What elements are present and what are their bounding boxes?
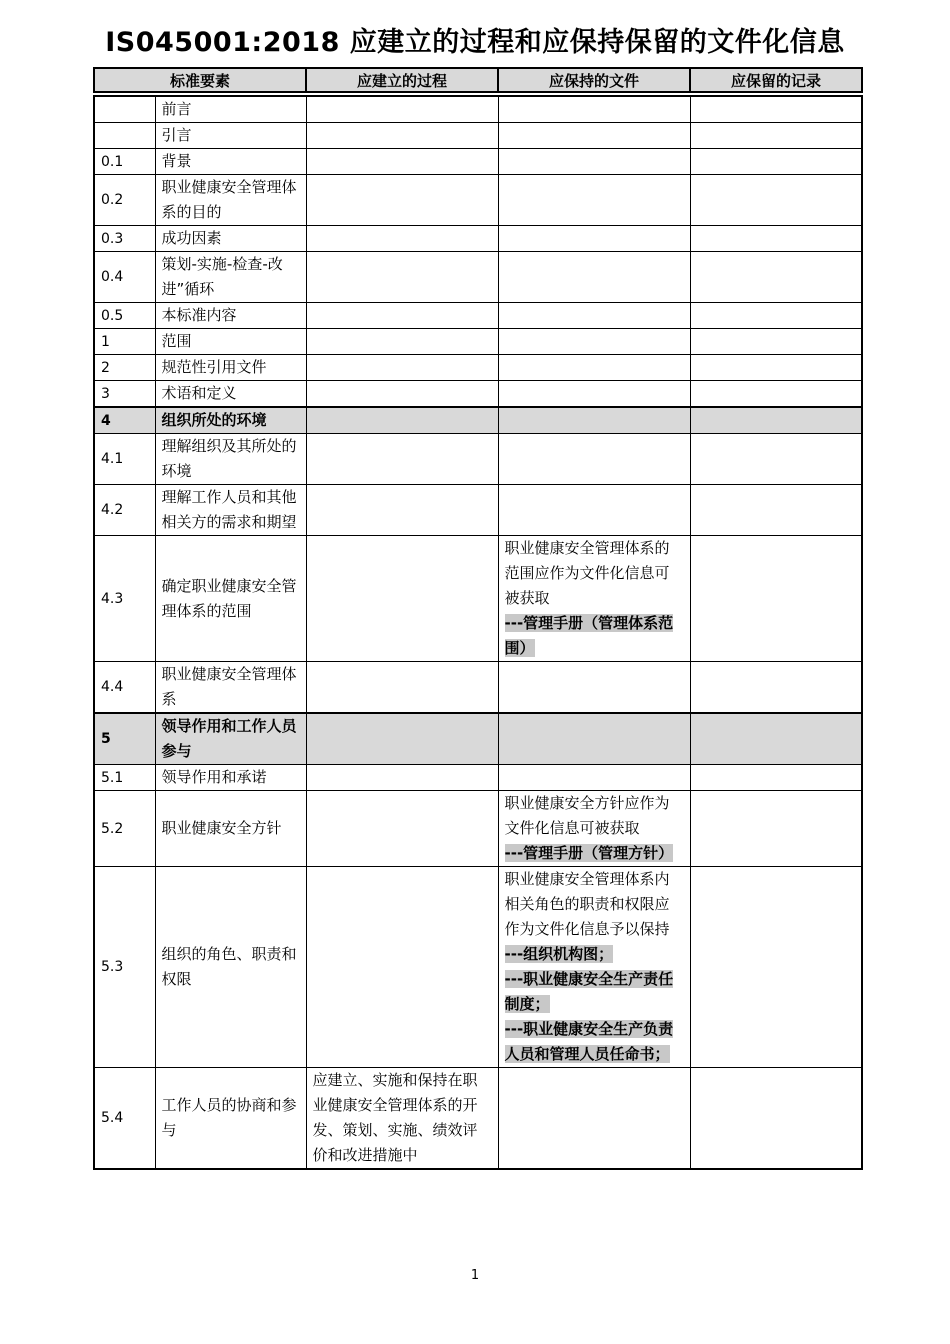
- table-row: [94, 226, 862, 252]
- clause-number: [94, 96, 155, 123]
- table-row: [94, 96, 862, 123]
- document-cell: [498, 96, 690, 123]
- clause-title: 理解工作人员和其他相关方的需求和期望: [155, 485, 306, 536]
- clause-title: 引言: [155, 123, 306, 149]
- clause-number: 4.3: [94, 536, 155, 662]
- document-cell: [498, 662, 690, 714]
- process-cell: [306, 434, 498, 485]
- page-number: 1: [470, 1268, 480, 1283]
- table-row: [94, 329, 862, 355]
- record-cell: [690, 407, 862, 434]
- process-cell: [306, 765, 498, 791]
- record-cell: [690, 252, 862, 303]
- document-cell: [498, 713, 690, 765]
- process-cell: [306, 536, 498, 662]
- record-cell: [690, 355, 862, 381]
- record-cell: [690, 765, 862, 791]
- record-cell: [690, 791, 862, 867]
- table-row: [94, 765, 862, 791]
- clause-number: 5: [94, 713, 155, 765]
- record-cell: [690, 536, 862, 662]
- clause-number: 4.1: [94, 434, 155, 485]
- document-item: ---管理手册（管理体系范围）: [504, 614, 674, 657]
- document-cell: [498, 381, 690, 408]
- process-cell: [306, 329, 498, 355]
- table-row: [94, 867, 862, 1068]
- record-cell: [690, 175, 862, 226]
- process-cell: [306, 662, 498, 714]
- document-cell: [498, 355, 690, 381]
- document-description: 职业健康安全方针应作为文件化信息可被获取: [504, 794, 670, 837]
- process-cell: [306, 407, 498, 434]
- clause-title: 本标准内容: [155, 303, 306, 329]
- process-cell: [306, 485, 498, 536]
- document-cell: [498, 485, 690, 536]
- clause-title: 组织的角色、职责和权限: [155, 867, 306, 1068]
- process-cell: [306, 303, 498, 329]
- document-cell: [498, 175, 690, 226]
- document-cell: [498, 329, 690, 355]
- column-header-process: 应建立的过程: [306, 68, 498, 92]
- clause-title: 策划-实施-检查-改进”循环: [155, 252, 306, 303]
- process-cell: [306, 96, 498, 123]
- clause-number: [94, 123, 155, 149]
- document-item: ---职业健康安全生产责任制度；: [504, 970, 674, 1013]
- record-cell: [690, 662, 862, 714]
- record-cell: [690, 434, 862, 485]
- column-header-documents-maintained: 应保持的文件: [498, 68, 690, 92]
- clause-title: 领导作用和承诺: [155, 765, 306, 791]
- clause-number: 5.2: [94, 791, 155, 867]
- column-header-standard-element: 标准要素: [94, 68, 306, 92]
- record-cell: [690, 381, 862, 408]
- clause-number: 1: [94, 329, 155, 355]
- process-cell: [306, 381, 498, 408]
- clause-number: 0.3: [94, 226, 155, 252]
- record-cell: [690, 303, 862, 329]
- document-cell: [498, 303, 690, 329]
- clause-number: 4.4: [94, 662, 155, 714]
- document-cell: [498, 791, 690, 867]
- record-cell: [690, 1068, 862, 1170]
- document-item: ---管理手册（管理方针）: [504, 844, 674, 862]
- document-cell: [498, 149, 690, 175]
- document-cell: [498, 252, 690, 303]
- table-row: [94, 536, 862, 662]
- clause-title: 职业健康安全管理体系的目的: [155, 175, 306, 226]
- clause-number: 5.4: [94, 1068, 155, 1170]
- document-cell: [498, 123, 690, 149]
- process-cell: [306, 791, 498, 867]
- document-cell: [498, 226, 690, 252]
- document-cell: [498, 867, 690, 1068]
- clause-title: 理解组织及其所处的环境: [155, 434, 306, 485]
- table-row: [94, 662, 862, 714]
- clause-number: 0.5: [94, 303, 155, 329]
- clause-number: 0.1: [94, 149, 155, 175]
- record-cell: [690, 867, 862, 1068]
- clause-title: 术语和定义: [155, 381, 306, 408]
- table-row: [94, 1068, 862, 1170]
- process-cell: [306, 355, 498, 381]
- clause-title: 成功因素: [155, 226, 306, 252]
- clause-number: 4: [94, 407, 155, 434]
- record-cell: [690, 96, 862, 123]
- column-header-records-retained: 应保留的记录: [690, 68, 862, 92]
- record-cell: [690, 713, 862, 765]
- clause-title: 前言: [155, 96, 306, 123]
- table-row: [94, 123, 862, 149]
- clause-number: 3: [94, 381, 155, 408]
- process-cell: [306, 226, 498, 252]
- document-cell: [498, 434, 690, 485]
- table-row: [94, 355, 862, 381]
- document-item: ---组织机构图；: [504, 945, 614, 963]
- document-cell: [498, 407, 690, 434]
- clause-number: 0.2: [94, 175, 155, 226]
- process-cell: 应建立、实施和保持在职业健康安全管理体系的开发、策划、实施、绩效评价和改进措施中: [306, 1068, 498, 1170]
- record-cell: [690, 149, 862, 175]
- clause-title: 工作人员的协商和参与: [155, 1068, 306, 1170]
- clause-number: 2: [94, 355, 155, 381]
- clause-number: 0.4: [94, 252, 155, 303]
- process-cell: [306, 867, 498, 1068]
- process-cell: [306, 252, 498, 303]
- clause-title: 职业健康安全管理体系: [155, 662, 306, 714]
- table-row: [94, 303, 862, 329]
- table-row: [94, 485, 862, 536]
- record-cell: [690, 329, 862, 355]
- document-cell: [498, 765, 690, 791]
- document-cell: [498, 536, 690, 662]
- clause-number: 4.2: [94, 485, 155, 536]
- document-description: 职业健康安全管理体系内相关角色的职责和权限应作为文件化信息予以保持: [504, 870, 670, 938]
- table-row: [94, 175, 862, 226]
- process-cell: [306, 713, 498, 765]
- section-row: [94, 713, 862, 765]
- process-cell: [306, 175, 498, 226]
- clause-title: 背景: [155, 149, 306, 175]
- page-title: IS045001:2018 应建立的过程和应保持保留的文件化信息: [105, 27, 845, 58]
- requirements-table: [93, 95, 863, 1170]
- table-row: [94, 252, 862, 303]
- table-row: [94, 149, 862, 175]
- table-row: [94, 434, 862, 485]
- document-cell: [498, 1068, 690, 1170]
- process-cell: [306, 149, 498, 175]
- clause-number: 5.1: [94, 765, 155, 791]
- clause-title: 规范性引用文件: [155, 355, 306, 381]
- document-description: 职业健康安全管理体系的范围应作为文件化信息可被获取: [504, 539, 670, 607]
- table-row: [94, 381, 862, 408]
- clause-title: 职业健康安全方针: [155, 791, 306, 867]
- process-cell: [306, 123, 498, 149]
- clause-title: 组织所处的环境: [155, 407, 306, 434]
- table-row: [94, 791, 862, 867]
- section-row: [94, 407, 862, 434]
- record-cell: [690, 485, 862, 536]
- clause-title: 确定职业健康安全管理体系的范围: [155, 536, 306, 662]
- document-item: ---职业健康安全生产负责人员和管理人员任命书；: [504, 1020, 674, 1063]
- clause-title: 领导作用和工作人员参与: [155, 713, 306, 765]
- table-header: [93, 67, 863, 93]
- record-cell: [690, 226, 862, 252]
- record-cell: [690, 123, 862, 149]
- clause-number: 5.3: [94, 867, 155, 1068]
- clause-title: 范围: [155, 329, 306, 355]
